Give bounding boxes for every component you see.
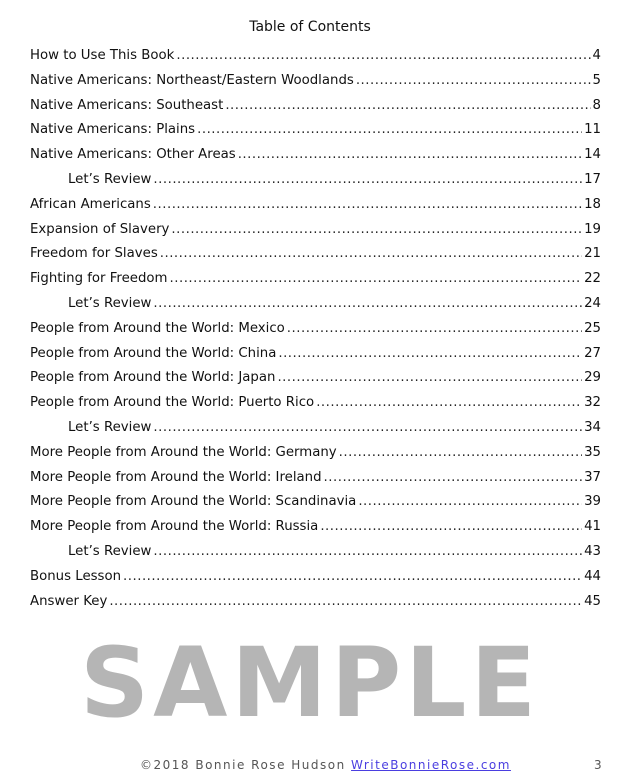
toc-entry-page: 19 [584,221,601,237]
dot-leader [170,269,583,289]
dot-leader [339,443,582,463]
toc-entry[interactable] [30,468,601,493]
dot-leader [171,220,582,240]
toc-entry-title: More People from Around the World: Scandinavia [30,494,357,510]
toc-entry-page: 27 [584,345,601,361]
dot-leader [278,344,582,364]
dot-leader [277,368,582,388]
toc-entry-title: Native Americans: Northeast/Eastern Woodlands [30,72,354,88]
toc-entry[interactable] [30,71,601,96]
toc-entry-page: 8 [592,97,601,113]
sample-watermark: SAMPLE [79,627,541,739]
toc-entry[interactable] [30,517,601,542]
toc-entry-page: 18 [584,196,601,212]
toc-entry[interactable] [30,542,601,567]
dot-leader [160,244,582,264]
table-of-contents [30,46,601,616]
dot-leader [358,492,582,512]
toc-entry[interactable] [30,145,601,170]
toc-entry[interactable] [30,368,601,393]
dot-leader [287,319,582,339]
dot-leader [153,294,582,314]
toc-entry[interactable] [30,294,601,319]
toc-entry[interactable] [30,120,601,145]
toc-entry-page: 14 [584,147,601,163]
toc-entry[interactable] [30,319,601,344]
toc-entry-title: Answer Key [30,593,108,609]
toc-entry-title: People from Around the World: Mexico [30,320,285,336]
toc-entry-title: Let’s Review [68,295,152,311]
dot-leader [324,468,583,488]
toc-entry-page: 24 [584,295,601,311]
toc-entry[interactable] [30,96,601,121]
toc-entry[interactable] [30,269,601,294]
dot-leader [176,46,590,66]
toc-entry-page: 17 [584,171,601,187]
toc-entry-page: 35 [584,444,601,460]
dot-leader [320,517,582,537]
toc-entry[interactable] [30,492,601,517]
toc-entry-title: More People from Around the World: Russia [30,519,319,535]
toc-entry-title: Fighting for Freedom [30,271,168,287]
dot-leader [153,542,582,562]
dot-leader [153,195,582,215]
toc-entry-title: Freedom for Slaves [30,246,158,262]
toc-entry-page: 41 [584,519,601,535]
toc-entry-title: Let’s Review [68,171,152,187]
copyright-text: ©2018 Bonnie Rose Hudson [140,758,346,772]
toc-entry[interactable] [30,443,601,468]
toc-entry-title: Native Americans: Southeast [30,97,224,113]
dot-leader [316,393,582,413]
toc-entry-title: More People from Around the World: Ireland [30,469,322,485]
dot-leader [123,567,582,587]
toc-entry-page: 34 [584,419,601,435]
toc-entry[interactable] [30,592,601,617]
toc-entry-title: How to Use This Book [30,48,175,63]
toc-entry-title: People from Around the World: Japan [30,370,276,386]
toc-entry-page: 22 [584,271,601,287]
toc-entry-page: 32 [584,395,601,411]
toc-entry[interactable] [30,244,601,269]
page-title: Table of Contents [249,19,371,35]
toc-entry-page: 39 [584,494,601,510]
toc-entry-title: People from Around the World: Puerto Rico [30,395,315,411]
toc-entry-page: 21 [584,246,601,262]
website-link[interactable]: WriteBonnieRose.com [351,758,511,772]
footer [140,758,511,772]
dot-leader [109,592,582,612]
dot-leader [356,71,591,91]
toc-entry-title: Expansion of Slavery [30,221,170,237]
toc-entry[interactable] [30,567,601,592]
toc-entry[interactable] [30,344,601,369]
toc-entry-page: 5 [592,72,601,88]
page-number: 3 [594,758,602,772]
toc-entry[interactable] [30,393,601,418]
toc-entry-page: 43 [584,543,601,559]
toc-entry-title: Native Americans: Plains [30,122,196,138]
toc-entry-title: More People from Around the World: Germany [30,444,337,460]
toc-entry-page: 4 [592,48,601,63]
toc-entry-page: 37 [584,469,601,485]
toc-entry[interactable] [30,170,601,195]
toc-entry-title: Bonus Lesson [30,568,122,584]
toc-entry[interactable] [30,220,601,245]
toc-entry-page: 11 [584,122,601,138]
toc-entry-title: Let’s Review [68,543,152,559]
dot-leader [153,418,582,438]
toc-entry[interactable] [30,46,601,71]
toc-entry-page: 25 [584,320,601,336]
dot-leader [238,145,582,165]
toc-entry-title: African Americans [30,196,151,212]
toc-entry-title: People from Around the World: China [30,345,277,361]
toc-entry-page: 44 [584,568,601,584]
toc-entry-title: Native Americans: Other Areas [30,147,236,163]
toc-entry-title: Let’s Review [68,419,152,435]
toc-entry-page: 45 [584,593,601,609]
toc-entry-page: 29 [584,370,601,386]
dot-leader [197,120,582,140]
toc-entry[interactable] [30,418,601,443]
toc-entry[interactable] [30,195,601,220]
dot-leader [225,96,590,116]
dot-leader [153,170,582,190]
